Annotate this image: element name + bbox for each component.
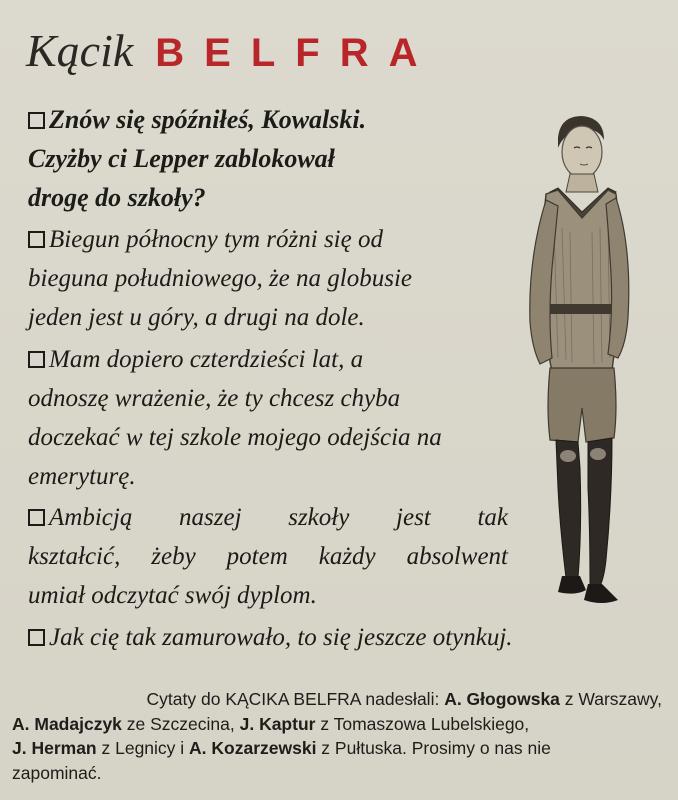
quote-line: Biegun północny tym różni się od xyxy=(49,226,383,253)
quote-line: bieguna południowego, że na globusie xyxy=(28,265,412,292)
credits-text: z Warszawy, xyxy=(559,689,662,709)
column-header xyxy=(26,24,438,94)
header-belfra: BELFRA xyxy=(155,31,438,75)
contributor-name: A. Madajczyk xyxy=(12,713,122,734)
quote-item xyxy=(28,220,508,337)
quote-line: Ambicją naszej szkoły jest tak xyxy=(49,504,508,531)
quote-line: Czyżby ci Lepper zablokował xyxy=(28,144,335,173)
quote-line: Mam dopiero czterdzieści lat, a xyxy=(49,346,364,373)
credits-note xyxy=(12,687,662,785)
contributor-name: J. Kaptur xyxy=(239,713,316,734)
quote-line: umiał odczytać swój dyplom. xyxy=(28,582,317,609)
contributor-name: J. Herman xyxy=(12,738,97,758)
checkbox-bullet-icon xyxy=(28,231,45,248)
boy-in-sailor-suit-illustration xyxy=(500,108,660,668)
contributor-name: A. Głogowska xyxy=(444,689,560,709)
quote-line: odnoszę wrażenie, że ty chcesz chyba xyxy=(28,385,401,412)
quote-line: drogę do szkoły? xyxy=(28,183,206,212)
header-kacik: Kącik xyxy=(26,25,134,76)
quote-item xyxy=(28,100,548,217)
quote-item xyxy=(28,340,538,496)
checkbox-bullet-icon xyxy=(28,112,45,129)
checkbox-bullet-icon xyxy=(28,351,45,368)
checkbox-bullet-icon xyxy=(28,629,45,646)
quote-line: kształcić, żeby potem każdy absolwent xyxy=(28,543,508,570)
quote-line: jeden jest u góry, a drugi na dole. xyxy=(28,304,365,331)
quote-line: Jak cię tak zamurowało, to się jeszcze otynkuj. xyxy=(49,624,513,651)
credits-text: z Tomaszowa Lubelskiego, xyxy=(315,713,530,734)
credits-text: z Legnicy i xyxy=(96,738,190,758)
contributor-name: A. Kozarzewski xyxy=(189,738,317,758)
quote-item xyxy=(28,498,508,615)
credits-text: z Pułtuska. Prosimy o nas nie xyxy=(316,738,551,758)
quote-line: emeryturę. xyxy=(28,463,136,490)
credits-intro: Cytaty do KĄCIKA BELFRA nadesłali: xyxy=(146,689,445,709)
quote-line: doczekać w tej szkole mojego odejścia na xyxy=(28,424,442,451)
quote-line: Znów się spóźniłeś, Kowalski. xyxy=(49,105,367,134)
credits-text: ze Szczecina, xyxy=(121,713,240,734)
credits-text: zapominać. xyxy=(12,762,102,783)
checkbox-bullet-icon xyxy=(28,509,45,526)
